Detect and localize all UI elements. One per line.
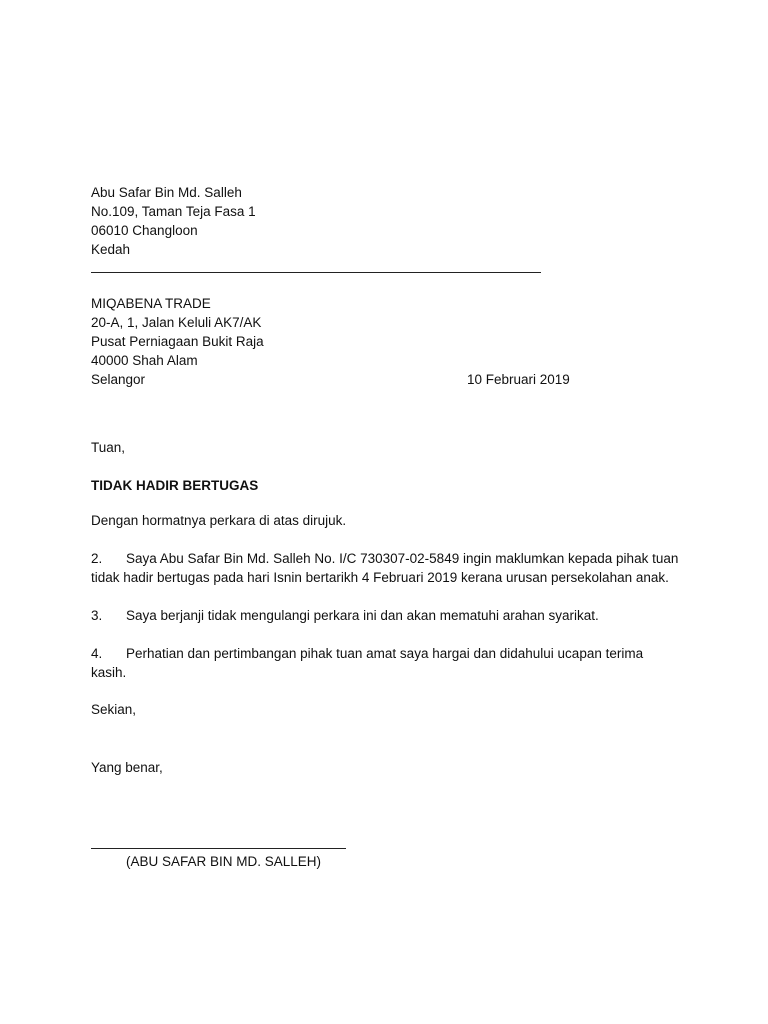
recipient-address-line-2: Pusat Perniagaan Bukit Raja (91, 334, 264, 349)
paragraph-number: 4. (91, 646, 103, 661)
sender-address-line-2: 06010 Changloon (91, 223, 198, 238)
letter-subject: TIDAK HADIR BERTUGAS (91, 478, 259, 493)
paragraph-text: Perhatian dan pertimbangan pihak tuan amat saya hargai dan didahului ucapan terima (126, 646, 644, 661)
recipient-state: Selangor (91, 372, 146, 387)
sender-state: Kedah (91, 242, 131, 257)
signoff: Yang benar, (91, 760, 163, 775)
signature-name: (ABU SAFAR BIN MD. SALLEH) (126, 854, 322, 869)
header-divider (91, 272, 541, 273)
closing: Sekian, (91, 702, 137, 717)
recipient-address-line-1: 20-A, 1, Jalan Keluli AK7/AK (91, 315, 262, 330)
paragraph-3 (91, 606, 691, 625)
opening-line: Dengan hormatnya perkara di atas dirujuk. (91, 513, 347, 528)
recipient-company: MIQABENA TRADE (91, 296, 211, 311)
signature-line (91, 848, 346, 849)
recipient-address-line-3: 40000 Shah Alam (91, 353, 198, 368)
paragraph-number: 2. (91, 551, 103, 566)
sender-name: Abu Safar Bin Md. Salleh (91, 185, 242, 200)
paragraph-continuation: tidak hadir bertugas pada hari Isnin bertarikh 4 Februari 2019 kerana urusan persekolahan anak. (91, 570, 669, 585)
paragraph-text: Saya Abu Safar Bin Md. Salleh No. I/C 730307-02-5849 ingin maklumkan kepada pihak tuan (126, 551, 679, 566)
salutation: Tuan, (91, 440, 126, 455)
sender-address-line-1: No.109, Taman Teja Fasa 1 (91, 204, 256, 219)
paragraph-text: Saya berjanji tidak mengulangi perkara ini dan akan mematuhi arahan syarikat. (126, 608, 599, 623)
paragraph-number: 3. (91, 608, 103, 623)
paragraph-continuation: kasih. (91, 665, 127, 680)
letter-date: 10 Februari 2019 (467, 372, 570, 387)
paragraph-2 (91, 549, 691, 587)
paragraph-4 (91, 644, 691, 682)
